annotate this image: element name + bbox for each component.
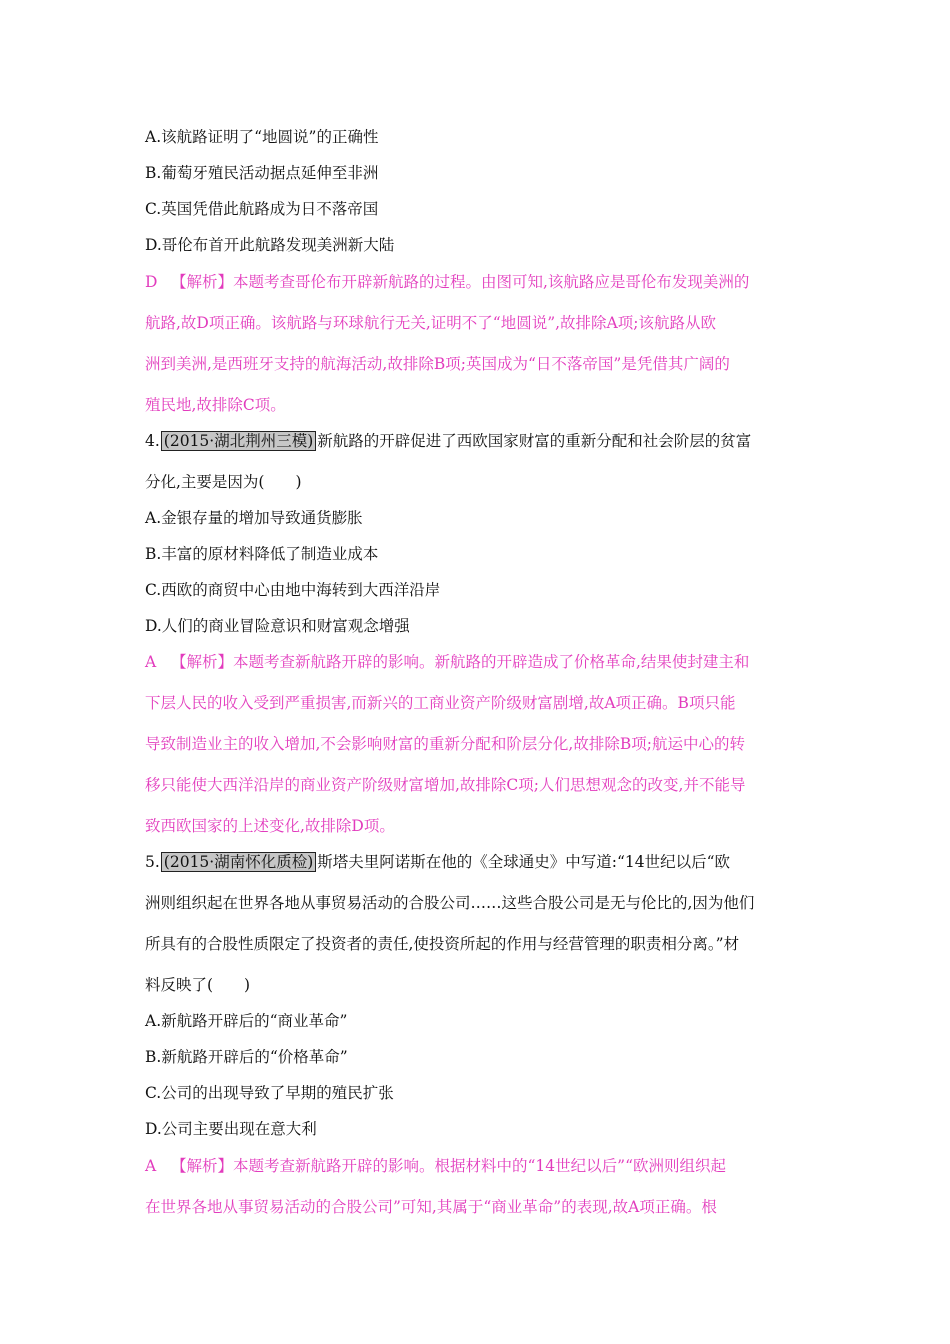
q4-option-d: D.人们的商业冒险意识和财富观念增强 (145, 617, 410, 635)
q3-analysis-text: 【解析】本题考查哥伦布开辟新航路的过程。由图可知,该航路应是哥伦布发现美洲的 (171, 273, 750, 291)
q4-analysis-line: 下层人民的收入受到严重损害,而新兴的工商业资产阶级财富剧增,故A项正确。B项只能 (145, 694, 736, 712)
q5-option-c: C.公司的出现导致了早期的殖民扩张 (145, 1084, 394, 1102)
q4-source-tag: (2015·湖北荆州三模) (161, 431, 316, 451)
q5-stem-line (145, 852, 730, 872)
q3-analysis-line (145, 272, 749, 292)
q5-analysis-line: 在世界各地从事贸易活动的合股公司”可知,其属于“商业革命”的表现,故A项正确。根 (145, 1198, 717, 1216)
q5-stem-line: 料反映了( ) (145, 976, 251, 994)
q5-analysis-line (145, 1156, 726, 1176)
q5-analysis-text: 【解析】本题考查新航路开辟的影响。根据材料中的“14世纪以后”“欧洲则组织起 (171, 1157, 726, 1175)
q3-option-b: B.葡萄牙殖民活动据点延伸至非洲 (145, 164, 379, 182)
q4-analysis-line: 移只能使大西洋沿岸的商业资产阶级财富增加,故排除C项;人们思想观念的改变,并不能导 (145, 776, 746, 794)
q4-analysis-line: 导致制造业主的收入增加,不会影响财富的重新分配和阶层分化,故排除B项;航运中心的转 (145, 735, 745, 753)
q3-option-c: C.英国凭借此航路成为日不落帝国 (145, 200, 379, 218)
q5-option-a: A.新航路开辟后的“商业革命” (145, 1012, 348, 1030)
q4-analysis-text: 【解析】本题考查新航路开辟的影响。新航路的开辟造成了价格革命,结果使封建主和 (171, 653, 750, 671)
q5-option-d: D.公司主要出现在意大利 (145, 1120, 317, 1138)
q3-answer-key: D (145, 273, 158, 291)
q4-analysis-line: 致西欧国家的上述变化,故排除D项。 (145, 817, 395, 835)
q5-stem-text: 斯塔夫里阿诺斯在他的《全球通史》中写道:“14世纪以后“欧 (317, 853, 731, 871)
q4-stem-text: 新航路的开辟促进了西欧国家财富的重新分配和社会阶层的贫富 (317, 432, 752, 450)
q4-option-a: A.金银存量的增加导致通货膨胀 (145, 509, 363, 527)
q4-stem-line: 分化,主要是因为( ) (145, 473, 302, 491)
q4-answer-key: A (145, 653, 157, 671)
q3-option-d: D.哥伦布首开此航路发现美洲新大陆 (145, 236, 395, 254)
q5-source-tag: (2015·湖南怀化质检) (161, 852, 316, 872)
q5-number: 5. (145, 853, 160, 871)
q3-analysis-line: 航路,故D项正确。该航路与环球航行无关,证明不了“地圆说”,故排除A项;该航路从欧 (145, 314, 716, 332)
q3-option-a: A.该航路证明了“地圆说”的正确性 (145, 128, 379, 146)
q4-option-c: C.西欧的商贸中心由地中海转到大西洋沿岸 (145, 581, 441, 599)
q5-stem-line: 洲则组织起在世界各地从事贸易活动的合股公司……这些合股公司是无与伦比的,因为他们 (145, 894, 755, 912)
q3-analysis-line: 殖民地,故排除C项。 (145, 396, 286, 414)
q4-option-b: B.丰富的原材料降低了制造业成本 (145, 545, 379, 563)
q5-option-b: B.新航路开辟后的“价格革命” (145, 1048, 348, 1066)
q4-number: 4. (145, 432, 160, 450)
q5-answer-key: A (145, 1157, 157, 1175)
q4-analysis-line (145, 652, 749, 672)
q5-stem-line: 所具有的合股性质限定了投资者的责任,使投资所起的作用与经营管理的职责相分离。”材 (145, 935, 740, 953)
q3-analysis-line: 洲到美洲,是西班牙支持的航海活动,故排除B项;英国成为“日不落帝国”是凭借其广阔的 (145, 355, 730, 373)
q4-stem-line (145, 431, 751, 451)
